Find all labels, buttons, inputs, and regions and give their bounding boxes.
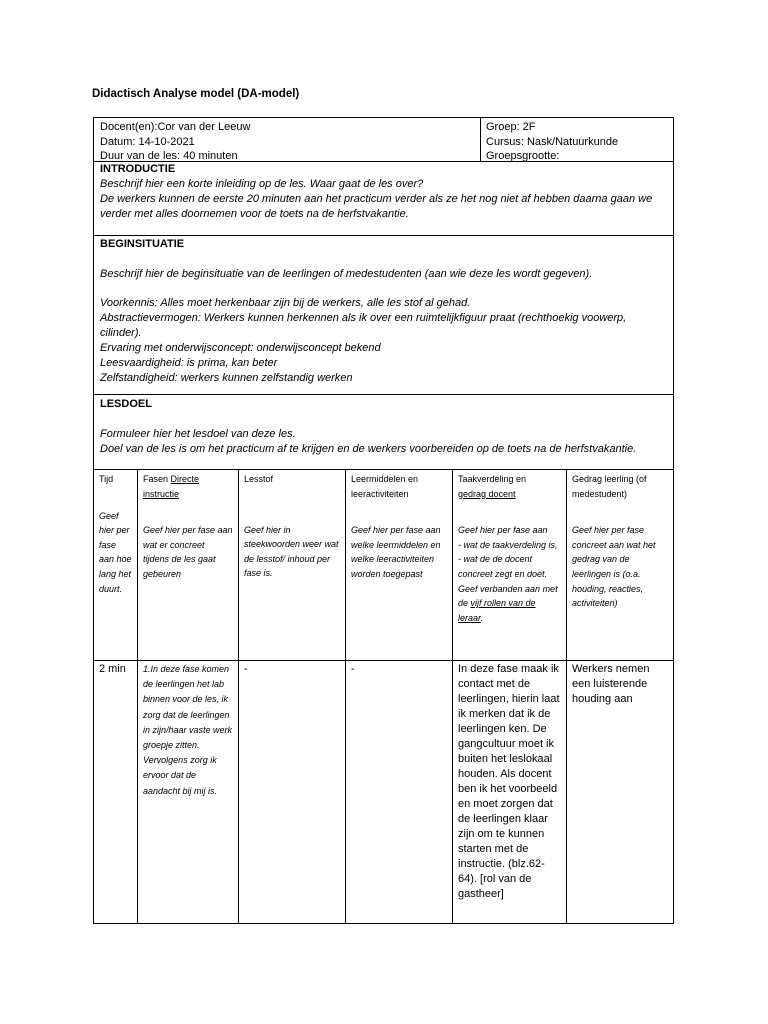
row1-gedrag: Werkers nemen een luisterende houding aan	[572, 663, 650, 705]
row1-taakverdeling: In deze fase maak ik contact met de leerlingen, hierin laat ik merken dat ik de leerlingen ken. De gangcultuur moet ik buiten het leslokaal houden. Als docent ben ik het voorbeeld en moet zorgen dat de leerlingen klaar zijn om te kunnen starten met de instructie. (blz.62-64). [rol van de gastheer]	[458, 663, 560, 900]
header-box	[93, 117, 674, 162]
introductie-text: De werkers kunnen de eerste 20 minuten aan het practicum verder als ze het nog niet af hebben daarna gaan we verder met alles doornemen voor de toets na de herfstvakantie.	[100, 193, 653, 220]
col-lesstof	[239, 472, 345, 581]
beginsituatie-prompt: Beschrijf hier de beginsituatie van de leerlingen of medestudenten (aan wie deze les wordt gegeven).	[100, 267, 593, 280]
docent-field: Docent(en):Cor van der Leeuw	[100, 121, 251, 133]
col-gedrag	[567, 472, 674, 611]
row1-lesstof: -	[244, 663, 248, 675]
beginsituatie-section	[93, 235, 674, 395]
row1-fasen: 1.In deze fase komen de leerlingen het lab binnen voor de les, ik zorg dat de leerlingen in zijn/haar vaste werk groepje zitten. Vervolgens zorg ik ervoor dat de aandacht bij mij is.	[143, 664, 233, 796]
introductie-section	[93, 161, 674, 236]
lesdoel-text: Doel van de les is om het practicum af te krijgen en de werkers voorbereiden op de toets na de herfstvakantie.	[100, 442, 637, 455]
lesdoel-prompt: Formuleer hier het lesdoel van deze les.	[100, 427, 296, 440]
row1-leermiddelen: -	[351, 663, 355, 675]
beginsituatie-heading: BEGINSITUATIE	[100, 238, 185, 250]
header-right	[481, 118, 673, 161]
col-fasen	[138, 472, 238, 582]
col-leermiddelen	[346, 472, 452, 582]
header-left	[94, 118, 481, 161]
header-tijd: Tijd	[99, 474, 114, 484]
duur-field: Duur van de les: 40 minuten	[100, 150, 238, 162]
hint-taakverdeling: Geef hier per fase aan - wat de taakverdeling is, - wat de de docent concreet zegt en doet. Geef verbanden aan met de vijf rollen van de leraar.	[458, 525, 558, 623]
groep-field: Groep: 2F	[486, 121, 536, 133]
col-taakverdeling	[453, 472, 566, 625]
hint-gedrag: Geef hier per fase concreet aan wat het gedrag van de leerlingen is (o.a. houding, reacties, activiteiten)	[572, 525, 656, 609]
introductie-prompt: Beschrijf hier een korte inleiding op de les. Waar gaat de les over?	[100, 178, 424, 190]
lesdoel-section	[93, 394, 674, 470]
header-taakverdeling: Taakverdeling en gedrag docent	[458, 474, 527, 499]
hint-fasen: Geef hier per fase aan wat er concreet tijdens de les gaat gebeuren	[143, 525, 233, 579]
voorkennis-text: Voorkennis: Alles moet herkenbaar zijn bij de werkers, alle les stof al gehad.	[100, 297, 471, 309]
hint-tijd: Geef hier per fase aan hoe lang het duurt.	[99, 510, 132, 594]
cursus-field: Cursus: Nask/Natuurkunde	[486, 135, 619, 148]
header-fasen: Fasen Directe instructie	[143, 474, 200, 499]
leesvaardigheid-text: Leesvaardigheid: is prima, kan beter	[100, 357, 278, 369]
datum-field: Datum: 14-10-2021	[100, 135, 195, 148]
lesdoel-heading: LESDOEL	[100, 398, 152, 410]
lesson-plan-table	[93, 469, 674, 924]
hint-leermiddelen: Geef hier per fase aan welke leermiddelen en welke leeractiviteiten worden toegepast	[351, 525, 441, 579]
col-tijd	[94, 472, 137, 596]
hint-lesstof: Geef hier in steekwoorden weer wat de lesstof/ inhoud per fase is.	[244, 524, 339, 579]
groepsgrootte-field: Groepsgrootte:	[486, 150, 560, 162]
introductie-heading: INTRODUCTIE	[100, 163, 176, 175]
header-gedrag: Gedrag leerling (of medestudent)	[572, 474, 647, 499]
abstractievermogen-text: Abstractievermogen: Werkers kunnen herkennen als ik over een ruimtelijkfiguur praat (rechthoekig voowerp, cilinder).	[100, 312, 627, 339]
row1-tijd: 2 min	[99, 663, 126, 675]
ervaring-text: Ervaring met onderwijsconcept: onderwijsconcept bekend	[100, 342, 381, 354]
document-title: Didactisch Analyse model (DA-model)	[92, 88, 300, 100]
zelfstandigheid-text: Zelfstandigheid: werkers kunnen zelfstandig werken	[100, 372, 353, 384]
header-leermiddelen: Leermiddelen en leeractiviteiten	[351, 474, 419, 499]
header-lesstof: Lesstof	[244, 474, 274, 484]
